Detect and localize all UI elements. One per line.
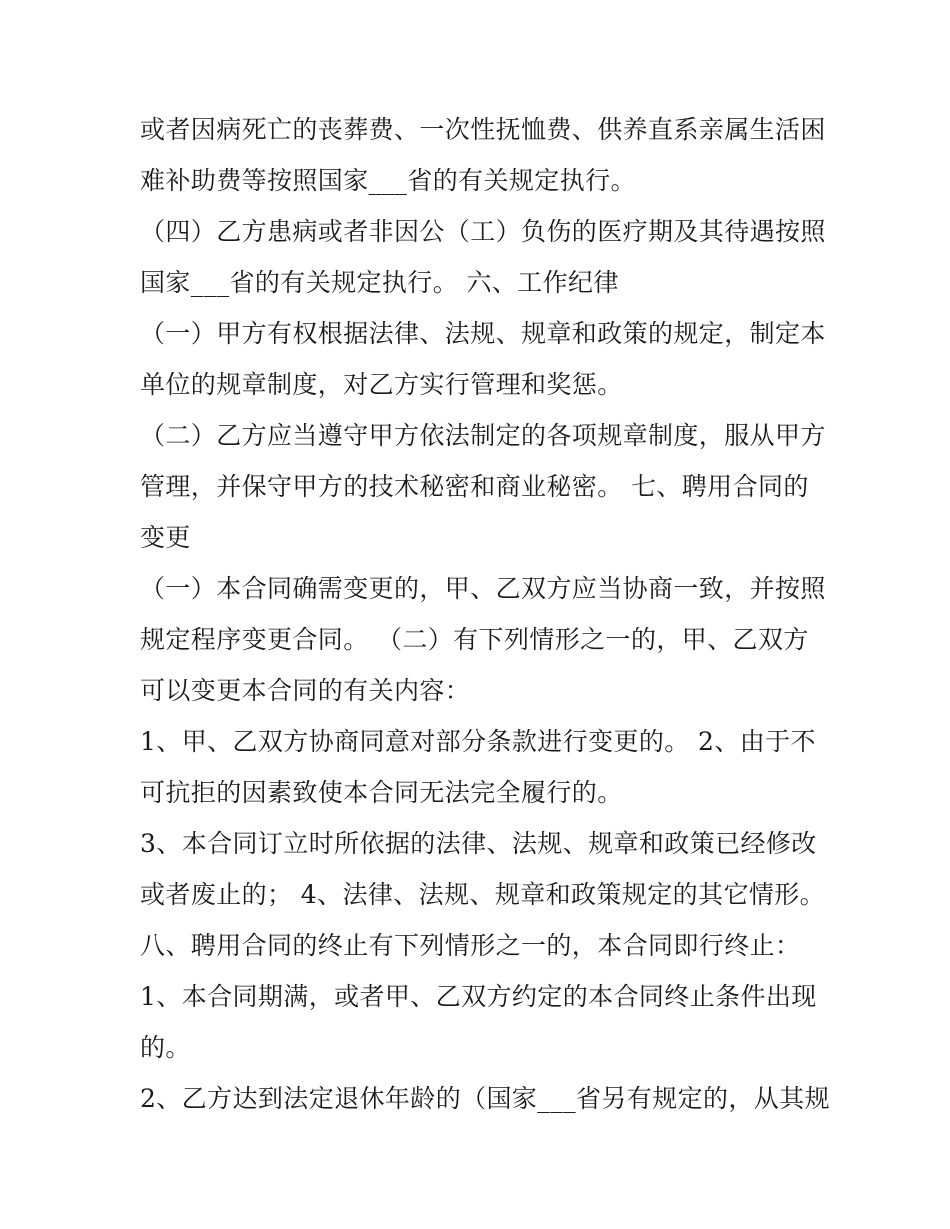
text-line: 1、本合同期满，或者甲、乙双方约定的本合同终止条件出现 [140, 982, 817, 1011]
text-line: （二）乙方应当遵守甲方依法制定的各项规章制度，服从甲方 [140, 421, 826, 450]
text-line: （四）乙方患病或者非因公（工）负伤的医疗期及其待遇按照 [140, 217, 826, 246]
text-line: 变更 [140, 523, 191, 552]
text-line: 或者因病死亡的丧葬费、一次性抚恤费、供养直系亲属生活困 [140, 115, 826, 144]
text-line: 或者废止的； 4、法律、法规、规章和政策规定的其它情形。 [140, 880, 826, 909]
text-line: （一）甲方有权根据法律、法规、规章和政策的规定，制定本 [140, 319, 826, 348]
text-line: 1、甲、乙双方协商同意对部分条款进行变更的。 2、由于不 [140, 727, 816, 756]
text-line: 单位的规章制度，对乙方实行管理和奖惩。 [140, 370, 623, 399]
document-page [140, 104, 830, 1124]
text-line: 可以变更本合同的有关内容： [140, 676, 471, 705]
text-line: 国家___省的有关规定执行。 六、工作纪律 [140, 268, 619, 297]
text-line: 可抗拒的因素致使本合同无法完全履行的。 [140, 778, 623, 807]
text-line: 的。 [140, 1033, 191, 1062]
text-line: 管理，并保守甲方的技术秘密和商业秘密。 七、聘用合同的 [140, 472, 809, 501]
text-line: 3、本合同订立时所依据的法律、法规、规章和政策已经修改 [140, 829, 817, 858]
text-line: （一）本合同确需变更的，甲、乙双方应当协商一致，并按照 [140, 574, 826, 603]
text-line: 难补助费等按照国家___省的有关规定执行。 [140, 166, 636, 195]
text-line: 规定程序变更合同。 （二）有下列情形之一的，甲、乙双方 [140, 625, 809, 654]
text-line: 八、聘用合同的终止有下列情形之一的，本合同即行终止： [140, 931, 801, 960]
text-line: 2、乙方达到法定退休年龄的（国家___省另有规定的，从其规 [140, 1084, 831, 1113]
